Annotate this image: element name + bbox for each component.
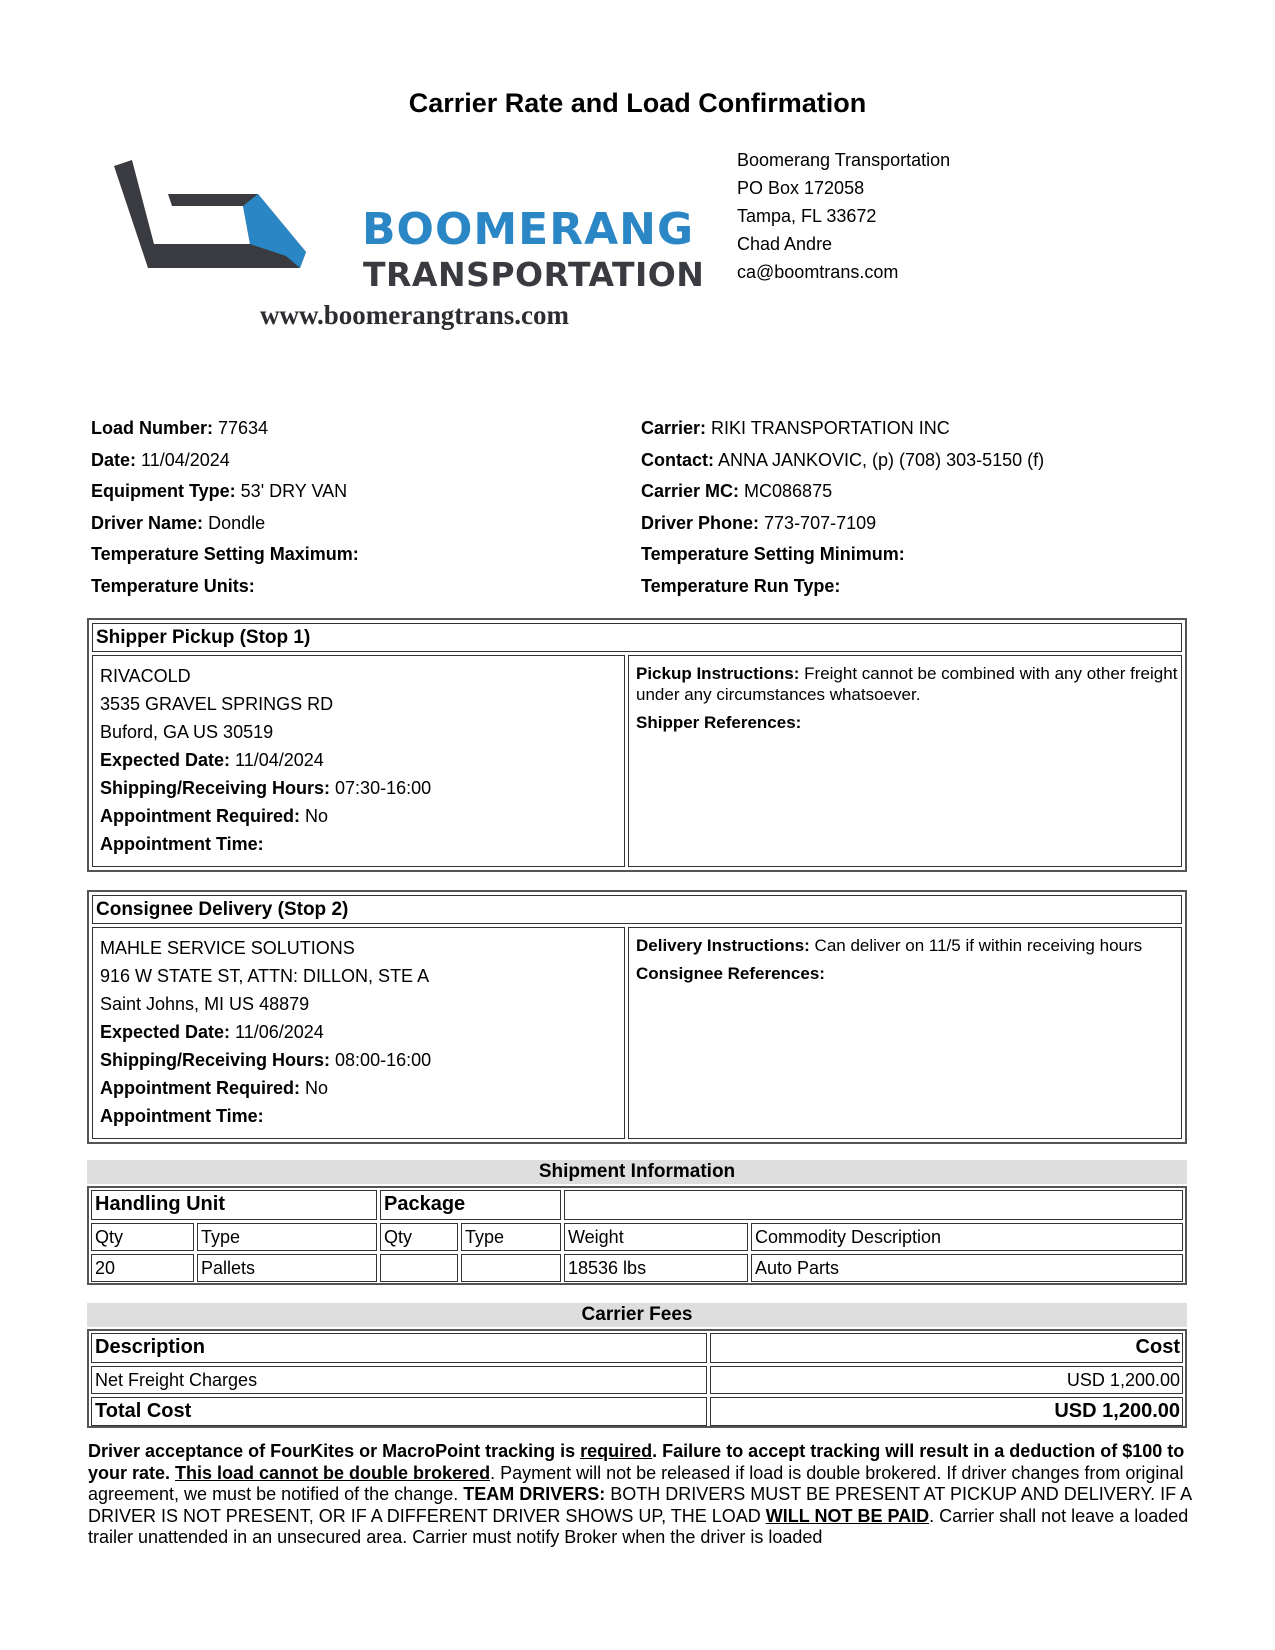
equipment-type-row: Equipment Type: 53' DRY VAN (91, 481, 348, 502)
load-info-right (641, 413, 1044, 603)
driver-name-row: Driver Name: Dondle (91, 512, 266, 533)
load-number-row: Load Number: 77634 (91, 418, 269, 438)
pickup-appointment-required: No (300, 806, 329, 826)
table-cell: Pallets (197, 1254, 377, 1282)
total-cost-label: Total Cost (91, 1397, 707, 1426)
carrier-value: RIKI TRANSPORTATION INC (706, 418, 950, 438)
delivery-appointment-required: No (300, 1078, 329, 1098)
column-header: Cost (710, 1333, 1183, 1363)
consignee-name: MAHLE SERVICE SOLUTIONS (100, 938, 355, 958)
company-name: Boomerang Transportation (737, 150, 951, 170)
column-header: Description (91, 1333, 707, 1363)
boomerang-logo-icon (110, 160, 360, 280)
shipper-street: 3535 GRAVEL SPRINGS RD (100, 694, 334, 714)
delivery-hours: 08:00-16:00 (330, 1050, 432, 1070)
shipment-table (87, 1186, 1187, 1285)
carrier-mc-row: Carrier MC: MC086875 (641, 481, 833, 502)
company-contact: Chad Andre (737, 234, 833, 254)
consignee-city: Saint Johns, MI US 48879 (100, 994, 310, 1014)
company-address-line2: Tampa, FL 33672 (737, 206, 877, 226)
consignee-delivery-section (87, 890, 1187, 1144)
load-number-value: 77634 (213, 418, 269, 438)
contact-row: Contact: ANNA JANKOVIC, (p) (708) 303-5150 (f) (641, 449, 1045, 470)
logo-url: www.boomerangtrans.com (260, 300, 569, 330)
date-value: 11/04/2024 (136, 449, 230, 470)
temp-min-row: Temperature Setting Minimum: (641, 544, 905, 565)
table-header: Handling Unit (91, 1190, 377, 1220)
shipper-name: RIVACOLD (100, 666, 191, 686)
column-header: Commodity Description (751, 1223, 1183, 1251)
table-cell (461, 1254, 561, 1282)
equipment-type-value: 53' DRY VAN (235, 481, 348, 502)
shipper-references-label: Shipper References: (636, 713, 802, 732)
company-logo (110, 160, 705, 330)
section-heading: Shipper Pickup (Stop 1) (92, 623, 1182, 652)
table-cell: 20 (91, 1254, 194, 1282)
company-email: ca@boomtrans.com (737, 262, 899, 282)
date-row: Date: 11/04/2024 (91, 449, 230, 470)
pickup-hours: 07:30-16:00 (330, 778, 432, 798)
carrier-fees-heading: Carrier Fees (87, 1303, 1187, 1327)
driver-phone-value: 773-707-7109 (759, 512, 877, 533)
delivery-instructions-block: Delivery Instructions: Can deliver on 11/5 if within receiving hours Consignee References: (628, 927, 1182, 1139)
column-header: Weight (564, 1223, 748, 1251)
section-heading: Consignee Delivery (Stop 2) (92, 895, 1182, 924)
temp-max-row: Temperature Setting Maximum: (91, 544, 359, 565)
carrier-mc-value: MC086875 (739, 481, 833, 502)
page-title: Carrier Rate and Load Confirmation (408, 88, 867, 118)
column-header: Type (461, 1223, 561, 1251)
pickup-expected-date: 11/04/2024 (230, 750, 324, 770)
consignee-street: 916 W STATE ST, ATTN: DILLON, STE A (100, 966, 430, 986)
pickup-instructions-block: Pickup Instructions: Freight cannot be combined with any other freight under any circumstances whatsoever. Shipper References: (628, 655, 1182, 867)
shipper-city: Buford, GA US 30519 (100, 722, 274, 742)
delivery-expected-date: 11/06/2024 (230, 1022, 324, 1042)
logo-word-transportation: TRANSPORTATION (363, 255, 705, 294)
table-cell: 18536 lbs (564, 1254, 748, 1282)
column-header: Type (197, 1223, 377, 1251)
table-cell: Auto Parts (751, 1254, 1183, 1282)
fee-cost: USD 1,200.00 (710, 1366, 1183, 1394)
temp-units-row: Temperature Units: (91, 575, 255, 596)
contact-value: ANNA JANKOVIC, (p) (708) 303-5150 (f) (714, 449, 1045, 470)
fee-description: Net Freight Charges (91, 1366, 707, 1394)
company-address-line1: PO Box 172058 (737, 178, 865, 198)
load-info-left (91, 413, 359, 603)
terms-notice: Driver acceptance of FourKites or MacroPoint tracking is required. Failure to accept tracking will result in a deduction of $100 to your rate. This load cannot be double brokered. Payment will not be released if load is double brokered. If driver changes from original agreement, we must be notified of the change. TEAM DRIVERS: BOTH DRIVERS MUST BE PRESENT AT PICKUP AND DELIVERY. IF A DRIVER IS NOT PRESENT, OR IF A DIFFERENT DRIVER SHOWS UP, THE LOAD WILL NOT BE PAID. Carrier shall not leave a loaded trailer unattended in an unsecured area. Carrier must notify Broker when the driver is loaded (88, 1441, 1192, 1547)
consignee-references-label: Consignee References: (636, 964, 825, 983)
total-cost-value: USD 1,200.00 (710, 1397, 1183, 1426)
table-cell (380, 1254, 458, 1282)
column-header: Qty (91, 1223, 194, 1251)
table-header: Package (380, 1190, 561, 1220)
driver-name-value: Dondle (203, 512, 266, 533)
table-header (564, 1190, 1183, 1220)
carrier-fees-table (87, 1329, 1187, 1428)
delivery-instructions: Can deliver on 11/5 if within receiving hours (809, 936, 1143, 955)
pickup-instructions: Freight cannot be combined with any other freight under any circumstances whatsoever. (636, 664, 1178, 704)
delivery-address-block: MAHLE SERVICE SOLUTIONS 916 W STATE ST, ATTN: DILLON, STE A Saint Johns, MI US 48879 Expected Date: 11/06/2024 Shipping/Receiving Hours: 08:00-16:00 Appointment Required: No Appointment Time: (92, 927, 625, 1139)
pickup-address-block: RIVACOLD 3535 GRAVEL SPRINGS RD Buford, GA US 30519 Expected Date: 11/04/2024 Shipping/Receiving Hours: 07:30-16:00 Appointment Required: No Appointment Time: (92, 655, 625, 867)
company-address-block (737, 146, 950, 286)
column-header: Qty (380, 1223, 458, 1251)
shipper-pickup-section (87, 618, 1187, 872)
logo-word-boomerang: BOOMERANG (362, 204, 695, 255)
shipment-info-heading: Shipment Information (87, 1160, 1187, 1184)
temp-run-type-row: Temperature Run Type: (641, 575, 841, 596)
carrier-row: Carrier: RIKI TRANSPORTATION INC (641, 418, 950, 438)
driver-phone-row: Driver Phone: 773-707-7109 (641, 512, 877, 533)
